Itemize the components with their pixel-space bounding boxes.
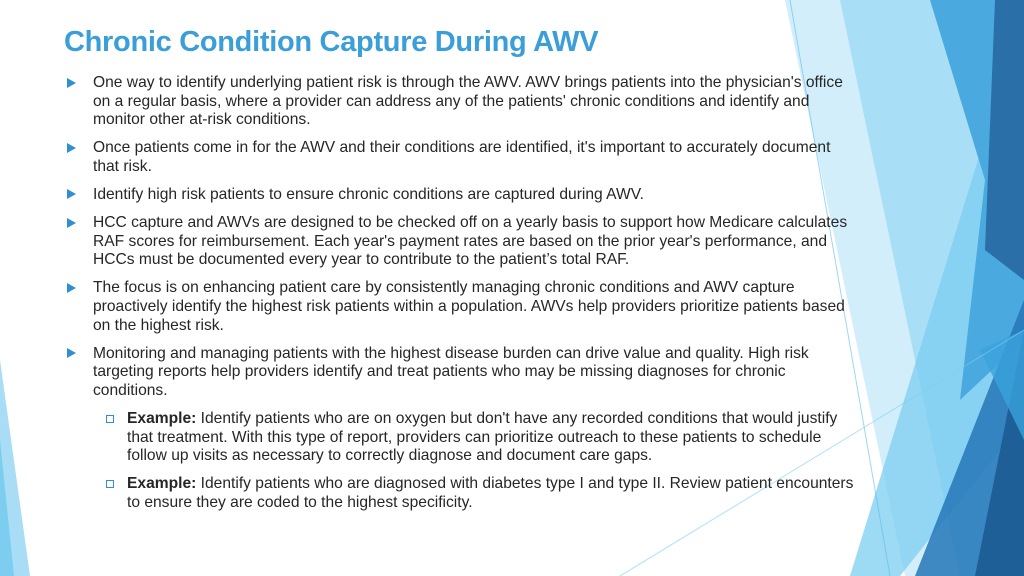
square-bullet-icon [106, 480, 114, 488]
example-text: Identify patients who are on oxygen but don't have any recorded conditions that would justify that treatment. With this type of report, providers can prioritize outreach to these patients to schedule follow up visits as necessary to correctly diagnose and document care gaps. [127, 409, 838, 465]
example-item [64, 410, 854, 466]
list-item [64, 214, 854, 270]
bullet-text: One way to identify underlying patient risk is through the AWV. AWV brings patients into the physician's office on a regular basis, where a provider can address any of the patients' chronic conditions and identify and monitor other at-risk conditions. [93, 74, 843, 129]
bullet-text: Once patients come in for the AWV and their conditions are identified, it's important to accurately document that risk. [93, 139, 831, 175]
list-item [64, 279, 854, 335]
list-item [64, 74, 854, 130]
bullet-text: The focus is on enhancing patient care by consistently managing chronic conditions and AWV capture proactively identify the highest risk patients within a population. AWVs help providers prioritize patients based on the highest risk. [93, 279, 845, 334]
bullet-text: Identify high risk patients to ensure chronic conditions are captured during AWV. [93, 185, 645, 203]
arrow-bullet-icon [67, 283, 76, 293]
arrow-bullet-icon [67, 78, 76, 88]
bullet-list [64, 74, 854, 522]
arrow-bullet-icon [67, 189, 76, 199]
example-item [64, 475, 854, 512]
example-label: Example: [127, 409, 197, 427]
example-label: Example: [127, 475, 197, 493]
list-item [64, 139, 854, 176]
list-item [64, 186, 854, 205]
square-bullet-icon [106, 415, 114, 423]
example-text: Identify patients who are diagnosed with diabetes type I and type II. Review patient encounters to ensure they are coded to the highest specificity. [127, 475, 854, 511]
arrow-bullet-icon [67, 143, 76, 153]
page-title: Chronic Condition Capture During AWV [64, 26, 599, 58]
arrow-bullet-icon [67, 348, 76, 358]
list-item [64, 345, 854, 401]
bullet-text: Monitoring and managing patients with the highest disease burden can drive value and quality. High risk targeting reports help providers identify and treat patients who may be missing diagnoses for chronic conditions. [93, 344, 809, 399]
bullet-text: HCC capture and AWVs are designed to be checked off on a yearly basis to support how Medicare calculates RAF scores for reimbursement. Each year's payment rates are based on the prior year's performance, and HCCs must be documented every year to contribute to the patient’s total RAF. [93, 214, 848, 269]
arrow-bullet-icon [67, 218, 76, 228]
